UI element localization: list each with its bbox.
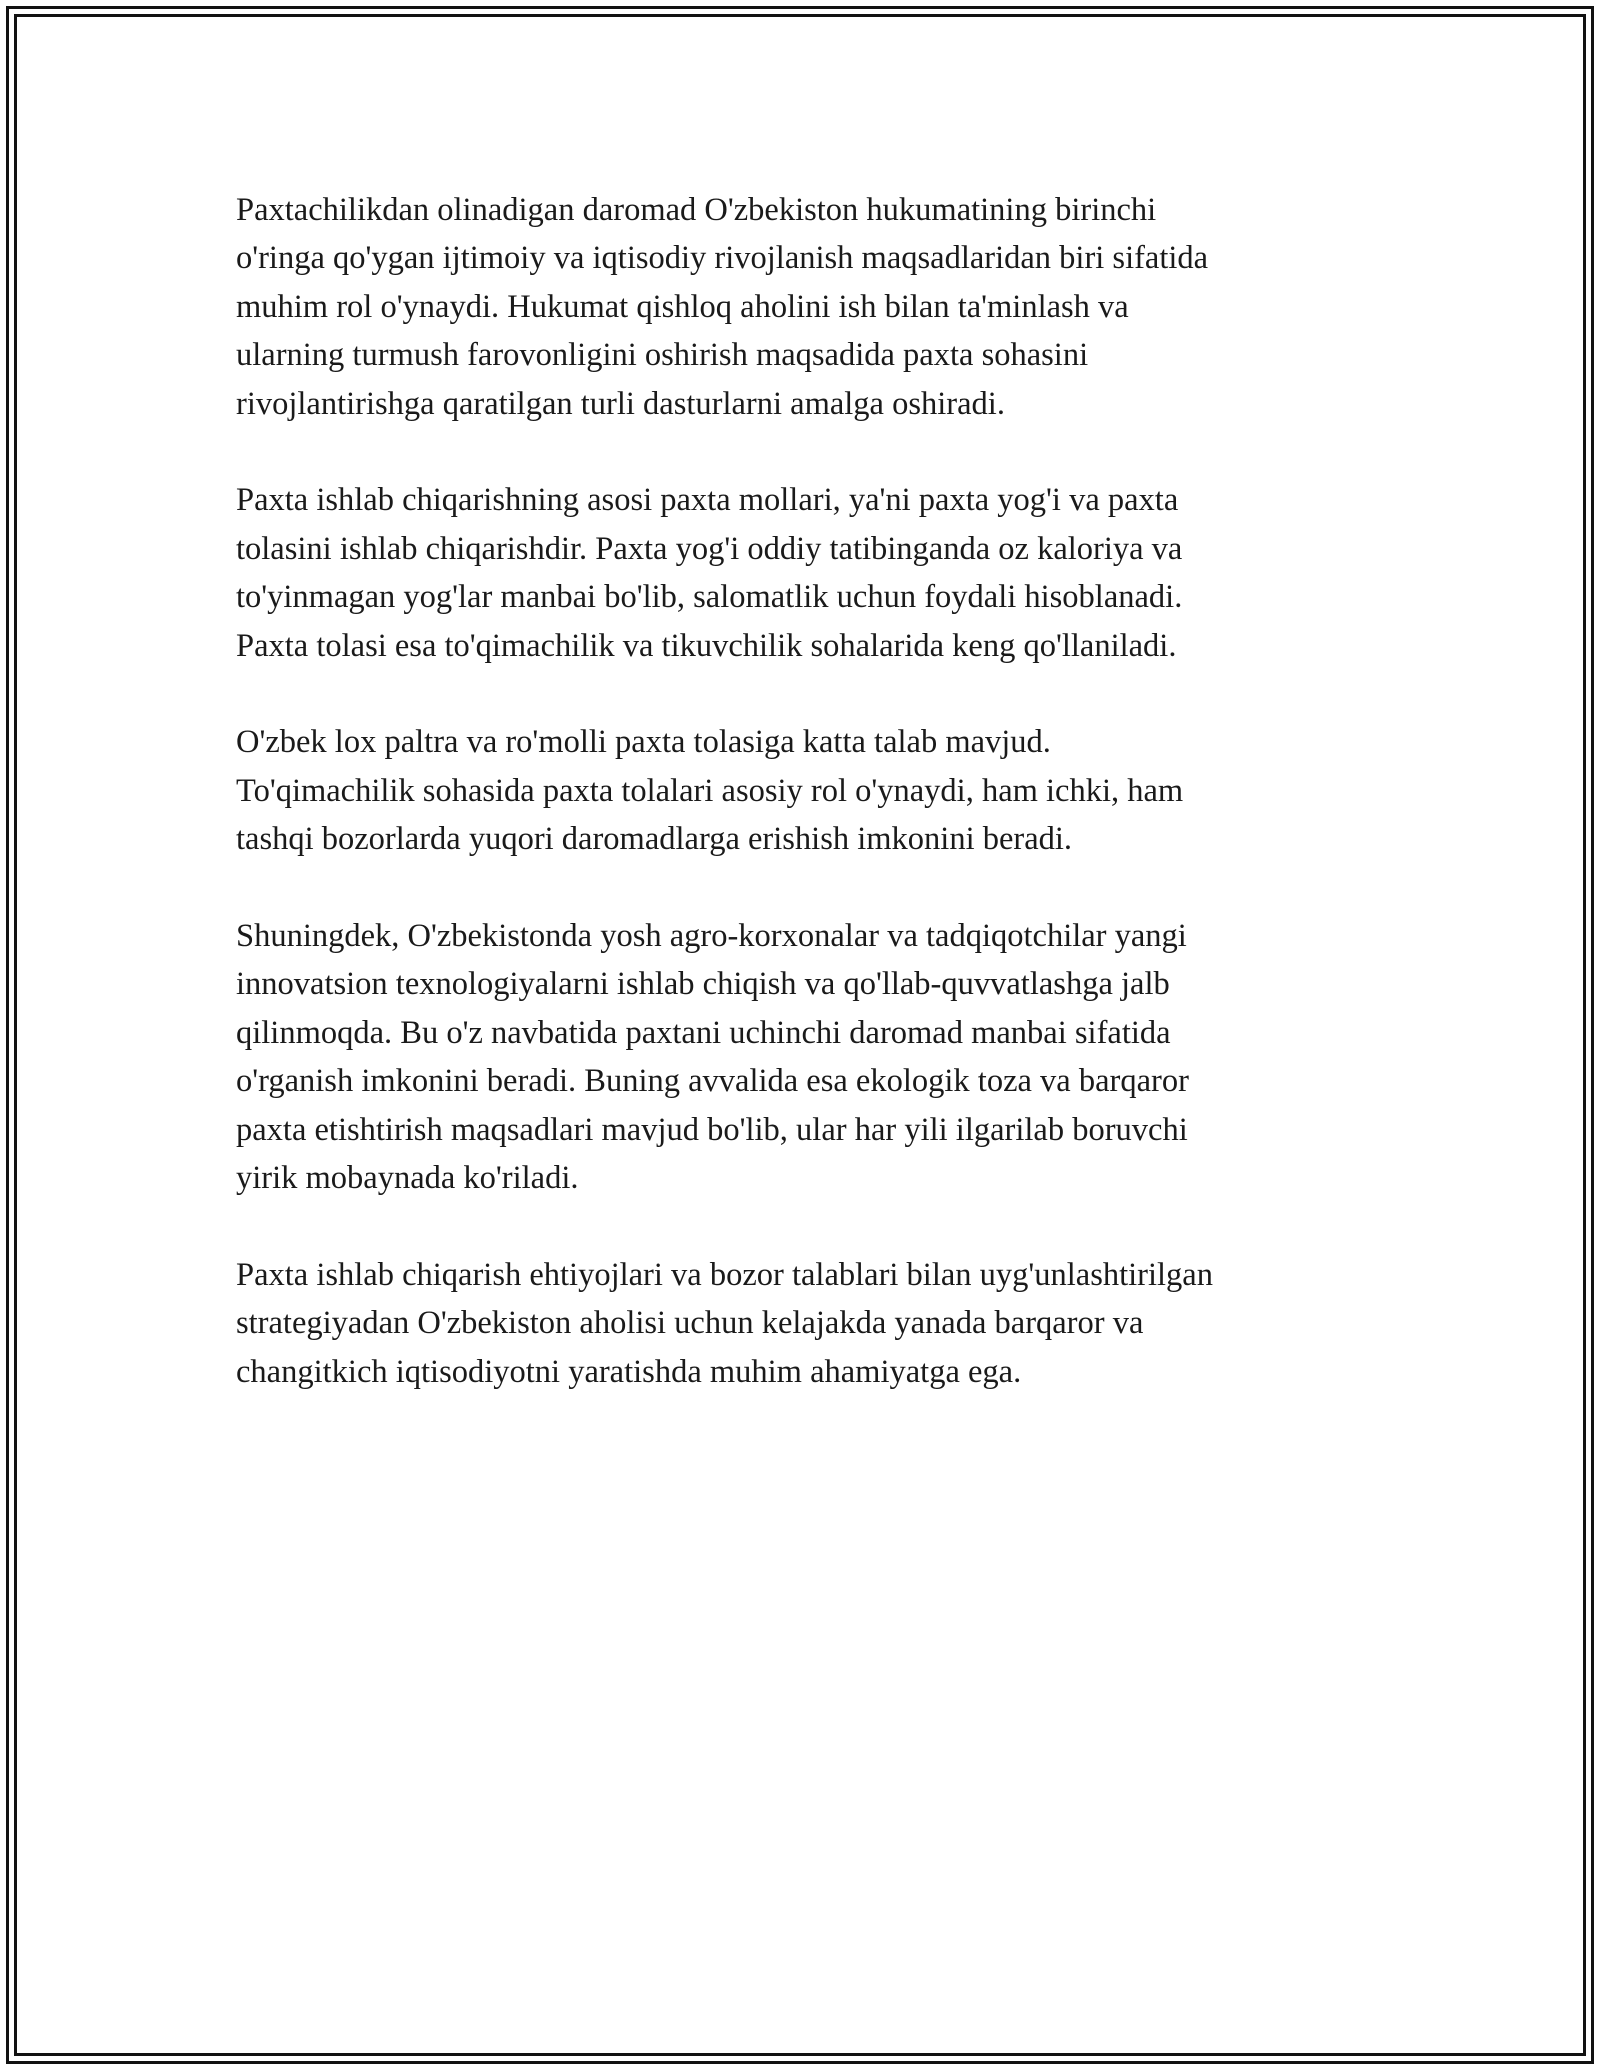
paragraph-1: Paxtachilikdan olinadigan daromad O'zbekiston hukumatining birinchi o'ringa qo'ygan ijtimoiy va iqtisodiy rivojlanish maqsadlaridan biri sifatida muhim rol o'ynaydi. Hukumat qishloq aholini ish bilan ta'minlash va ularning turmush farovonligini oshirish maqsadida paxta sohasini rivojlantirishga qaratilgan turli dasturlarni amalga oshiradi. [236, 192, 1209, 422]
paragraph-5: Paxta ishlab chiqarish ehtiyojlari va bozor talablari bilan uyg'unlashtirilgan strategiyadan O'zbekiston aholisi uchun kelajakda yanada barqaror va changitkich iqtisodiyotni yaratishda muhim ahamiyatga ega. [236, 1256, 1213, 1390]
paragraph-3: O'zbek lox paltra va ro'molli paxta tolasiga katta talab mavjud. To'qimachilik sohasida paxta tolalari asosiy rol o'ynaydi, ham ichki, ham tashqi bozorlarda yuqori daromadlarga erishish imkonini beradi. [236, 724, 1184, 858]
paragraph-2: Paxta ishlab chiqarishning asosi paxta mollari, ya'ni paxta yog'i va paxta tolasini ishlab chiqarishdir. Paxta yog'i oddiy tatibinganda oz kaloriya va to'yinmagan yog'lar manbai bo'lib, salomatlik uchun foydali hisoblanadi. Paxta tolasi esa to'qimachilik va tikuvchilik sohalarida keng qo'llaniladi. [236, 482, 1183, 664]
document-body [236, 186, 1366, 1444]
paragraph-4: Shuningdek, O'zbekistonda yosh agro-korxonalar va tadqiqotchilar yangi innovatsion texnologiyalarni ishlab chiqish va qo'llab-quvvatlashga jalb qilinmoqda. Bu o'z navbatida paxtani uchinchi daromad manbai sifatida o'rganish imkonini beradi. Buning avvalida esa ekologik toza va barqaror paxta etishtirish maqsadlari mavjud bo'lib, ular har yili ilgarilab boruvchi yirik mobaynada ko'riladi. [236, 918, 1189, 1197]
